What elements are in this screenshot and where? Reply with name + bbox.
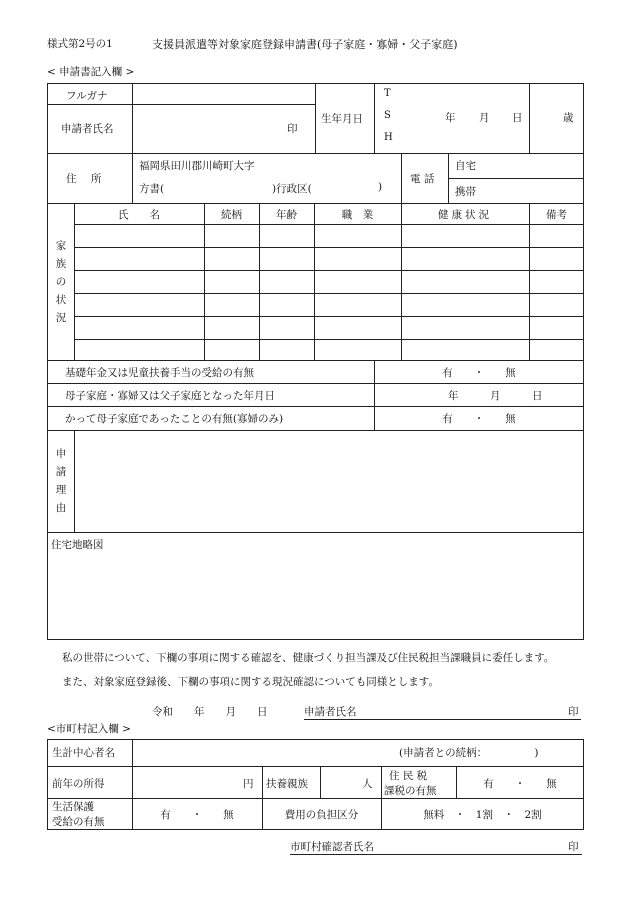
phone-mobile-label: 携帯 xyxy=(455,186,476,198)
family-col-name: 氏 名 xyxy=(118,209,160,221)
phone-home-label: 自宅 xyxy=(455,160,476,172)
birthdate-label: 生年月日 xyxy=(321,113,363,125)
furigana-label: フルガナ xyxy=(66,90,108,102)
pension-question: 基礎年金又は児童扶養手当の受給の有無 xyxy=(65,367,254,379)
cost-burden-label: 費用の負担区分 xyxy=(284,809,359,821)
date-line: 令和 年 月 日 xyxy=(152,706,268,718)
care-of-field[interactable] xyxy=(175,180,270,196)
yen-unit: 円 xyxy=(243,778,254,790)
form-number: 様式第2号の1 xyxy=(47,38,113,50)
month-label: 月 xyxy=(479,112,490,124)
resident-tax-label-2: 課税の有無 xyxy=(384,785,437,797)
applicant-name-label: 申請者氏名 xyxy=(61,123,114,135)
address-value: 福岡県田川郡川崎町大字 xyxy=(139,160,255,172)
address-close-paren: ) xyxy=(378,181,383,193)
single-parent-date-question: 母子家庭・寡婦又は父子家庭となった年月日 xyxy=(65,390,275,402)
address-label: 住 所 xyxy=(66,173,104,185)
consent-line-2: また、対象家庭登録後、下欄の事項に関する現況確認についても同様とします。 xyxy=(62,676,439,688)
era-h-option[interactable]: H xyxy=(384,132,393,143)
applicant-signature-label: 申請者氏名 xyxy=(304,706,357,718)
seal-mark: 印 xyxy=(287,123,298,135)
application-reason-field[interactable] xyxy=(76,432,582,530)
resident-tax-answer[interactable]: 有 ・ 無 xyxy=(483,778,557,790)
dependents-label: 扶養親族 xyxy=(266,778,308,790)
pension-answer[interactable]: 有 ・ 無 xyxy=(442,367,516,379)
section-title-municipal: <市町村記入欄 > xyxy=(47,723,131,735)
family-col-age: 年齢 xyxy=(276,209,297,221)
applicant-name-field[interactable] xyxy=(134,107,284,151)
relation-to-applicant: (申請者との続柄： ) xyxy=(399,747,539,759)
address-district-label: )行政区( xyxy=(272,183,312,195)
phone-label: 電 話 xyxy=(410,173,435,185)
family-status-label: 家族の状況 xyxy=(55,240,67,324)
district-field[interactable] xyxy=(330,180,375,196)
address-care-of-label: 方書( xyxy=(139,183,165,195)
year-label: 年 xyxy=(445,112,456,124)
resident-tax-label-1: 住 民 税 xyxy=(389,770,428,782)
day-label: 日 xyxy=(512,112,523,124)
confirmer-seal: 印 xyxy=(568,841,579,853)
age-label: 歳 xyxy=(563,112,574,124)
application-reason-label: 申請理由 xyxy=(55,448,67,514)
phone-home-field[interactable] xyxy=(480,156,582,176)
era-t-option[interactable]: T xyxy=(384,88,391,99)
single-parent-date-answer[interactable]: 年 月 日 xyxy=(448,390,543,402)
house-map-label: 住宅地略図 xyxy=(51,539,104,551)
signature-seal: 印 xyxy=(568,706,579,718)
person-unit: 人 xyxy=(362,778,373,790)
family-col-health: 健康状況 xyxy=(438,209,492,221)
phone-mobile-field[interactable] xyxy=(480,181,582,201)
confirmer-label: 市町村確認者氏名 xyxy=(290,841,374,853)
former-single-mother-answer[interactable]: 有 ・ 無 xyxy=(442,413,516,425)
section-title-application: < 申請書記入欄 > xyxy=(47,66,135,78)
household-head-label: 生計中心者名 xyxy=(52,747,115,759)
house-map-area[interactable] xyxy=(49,552,582,638)
family-col-relation: 続柄 xyxy=(221,209,242,221)
family-col-notes: 備考 xyxy=(546,209,567,221)
page-title: 支援員派遣等対象家庭登録申請書(母子家庭・寡婦・父子家庭) xyxy=(152,38,458,51)
confirmer-signature-line[interactable] xyxy=(290,839,582,855)
welfare-label-1: 生活保護 xyxy=(52,801,94,813)
former-single-mother-question: かって母子家庭であったことの有無(寡婦のみ) xyxy=(65,413,284,425)
furigana-field[interactable] xyxy=(134,86,314,102)
era-s-option[interactable]: S xyxy=(384,110,391,121)
prior-income-label: 前年の所得 xyxy=(52,778,105,790)
family-col-occupation: 職 業 xyxy=(341,209,374,221)
cost-burden-answer[interactable]: 無料 ・ 1割 ・ 2割 xyxy=(423,809,542,821)
applicant-signature-line[interactable] xyxy=(304,704,581,720)
welfare-answer[interactable]: 有 ・ 無 xyxy=(160,809,234,821)
welfare-label-2: 受給の有無 xyxy=(52,816,105,828)
consent-line-1: 私の世帯について、下欄の事項に関する確認を、健康づくり担当課及び住民税担当課職員に委任します。 xyxy=(62,652,555,664)
